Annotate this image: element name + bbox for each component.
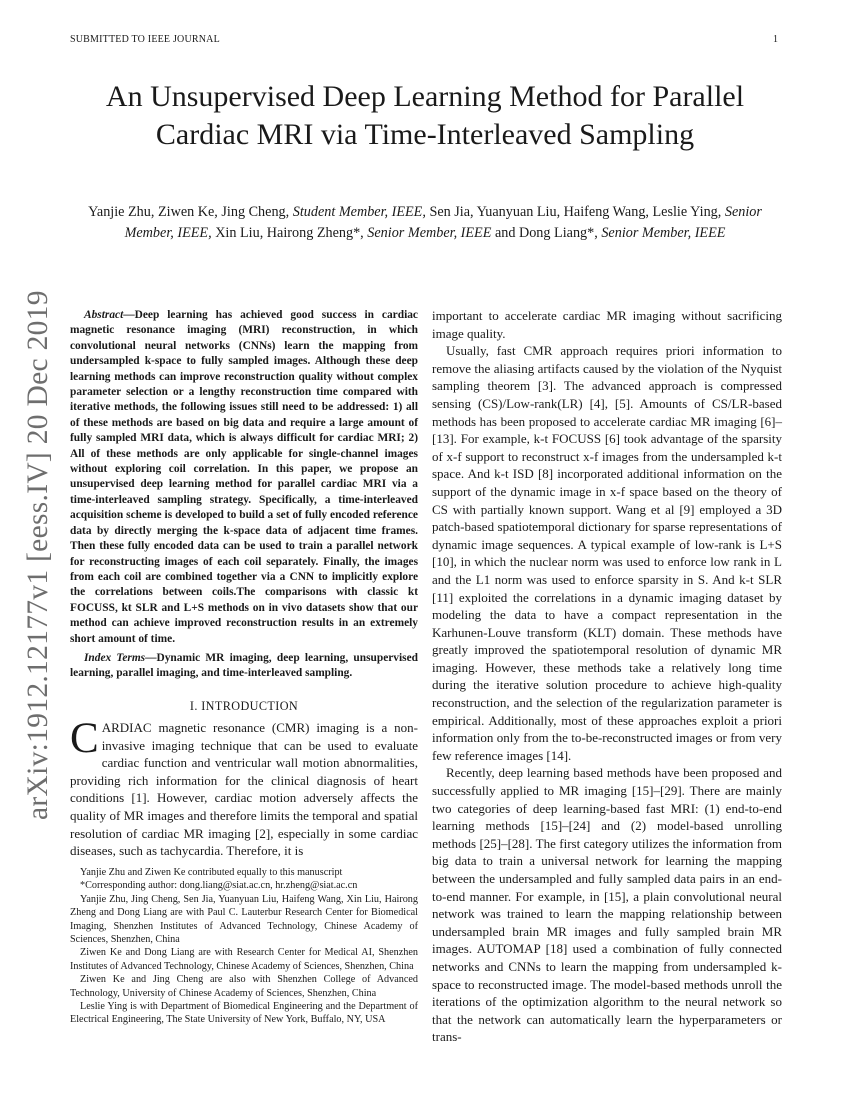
footnote: *Corresponding author: dong.liang@siat.ac.cn, hr.zheng@siat.ac.cn	[80, 880, 358, 892]
footnotes	[70, 866, 418, 1027]
author-names: Xin Liu, Hairong Zheng*,	[215, 225, 364, 241]
right-column	[432, 307, 782, 1046]
paper-title: An Unsupervised Deep Learning Method for Parallel Cardiac MRI via Time-Interleaved Sampling	[105, 80, 745, 151]
running-head: SUBMITTED TO IEEE JOURNAL	[70, 34, 220, 45]
footnote: Ziwen Ke and Jing Cheng are also with Shenzhen College of Advanced Technology, University of Chinese Academy of Sciences, Shenzhen, China	[70, 974, 418, 999]
author-affiliation: Student Member, IEEE,	[292, 204, 426, 220]
index-terms-text: —Dynamic MR imaging, deep learning, unsupervised learning, parallel imaging, and time-interleaved sampling.	[70, 651, 418, 680]
footnote: Ziwen Ke and Dong Liang are with Research Center for Medical AI, Shenzhen Institutes of Advanced Technology, Chinese Academy of Sciences, Shenzhen, China	[70, 947, 418, 972]
author-affiliation: Senior Member, IEEE	[367, 225, 492, 241]
abstract	[70, 308, 418, 682]
abstract-text: —Deep learning has achieved good success in cardiac magnetic resonance imaging (MRI) reconstruction, in which convolutional neural networks (CNNs) learn the mapping from undersampled k-space to fully sampled images. Although these deep learning methods can improve reconstruction quality without complex parameter selection or a lengthy reconstruction time compared with iterative methods, the following issues still need to be addressed: 1) all of these methods are based on big data and require a large amount of fully sampled MRI data, which is always difficult for cardiac MRI; 2) All of these methods are only applicable for single-channel images without exploring coil correlation. In this paper, we propose an unsupervised deep learning method for parallel cardiac MRI via a time-interleaved sampling strategy. Specifically, a time-interleaved acquisition scheme is developed to build a set of fully encoded reference data by directly merging the k-space data of adjacent time frames. Then these fully encoded data can be used to train a parallel network for reconstructing images of each coil separately. Finally, the images from each coil are combined together via a CNN to implicitly explore the correlations between coils.The comparisons with classic kt FOCUSS, kt SLR and L+S methods on in vivo datasets show that our method can achieve improved reconstruction results in an extremely short amount of time.	[70, 309, 418, 645]
abstract-label: Abstract	[84, 309, 124, 321]
author-affiliation: Senior Member, IEEE	[601, 225, 726, 241]
drop-cap: C	[70, 715, 99, 762]
intro-text: ARDIAC magnetic resonance (CMR) imaging is a non-invasive imaging technique that can be used to evaluate cardiac function and ventricular wall motion abnormalities, providing rich information for the clinical diagnosis of heart conditions [1]. However, cardiac motion adversely affects the quality of MR images and therefore limits the temporal and spatial resolution of cardiac MR imaging [2], especially in some cardiac diseases, such as tachycardia. Therefore, it is	[70, 720, 418, 859]
arxiv-stamp: arXiv:1912.12177v1 [eess.IV] 20 Dec 2019	[22, 290, 54, 820]
section-heading: I. INTRODUCTION	[189, 699, 299, 713]
body-paragraph: Usually, fast CMR approach requires priori information to remove the aliasing artifacts caused by the violation of the Nyquist sampling theorem [3]. The advanced approach is compressed sensing (CS)/Low-rank(LR) [4], [5]. Amounts of CS/LR-based methods has been proposed to accelerate cardiac MR imaging [6]–[13]. For example, k-t FOCUSS [6] took advantage of the sparsity of x-f support to reconstruct x-f images from the undersampled k-t space. And k-t ISD [8] incorporated additional information on the support of the dynamic image in x-f space based on the theory of CS with partially known support. Wang et al [9] employed a 3D patch-based spatiotemporal dictionary for sparse representations of dynamic image sequences. A typical example of low-rank is L+S [10], in which the nuclear norm was used to enforce low rank in L and the L1 norm was used to enforce sparsity in S. And k-t SLR [11] exploited the correlations in a dynamic imaging dataset by modeling the data to have a compact representation in the Karhunen-Louve transform (KLT) domain. These methods have greatly improved the spatiotemporal resolution of dynamic MR imaging. However, these methods take a relatively long time during the iterative solution procedure to achieve high-quality reconstruction, and the selection of the regularization parameter is empirical. Additionally, most of these approaches exploit a priori information only from the to-be-reconstructed images or from very few reference images [14].	[432, 343, 782, 763]
author-list	[64, 202, 786, 244]
author-affiliation: Senior Member, IEEE,	[124, 204, 762, 241]
footnote: Yanjie Zhu and Ziwen Ke contributed equally to this manuscript	[80, 867, 343, 878]
index-terms-label: Index Terms	[84, 651, 146, 664]
author-names: Sen Jia, Yuanyuan Liu, Haifeng Wang, Leslie Ying,	[429, 204, 722, 220]
footnote: Yanjie Zhu, Jing Cheng, Sen Jia, Yuanyuan Liu, Haifeng Wang, Xin Liu, Hairong Zheng and Dong Liang are with Paul C. Lauterbur Research Center for Biomedical Imaging, Shenzhen Institutes of Advanced Technology, Chinese Academy of Sciences, Shenzhen, China	[70, 893, 418, 946]
intro-paragraph	[70, 715, 418, 860]
body-paragraph: Recently, deep learning based methods have been proposed and successfully applied to MR imaging [15]–[29]. There are mainly two categories of deep learning-based fast MRI: (1) end-to-end learning methods [15]–[24] and (2) model-based unrolling methods [25]–[28]. The first category utilizes the information from big data to train a universal network for learning the mapping between the undersampled and fully sampled data pairs in an end-to-end manner. For example, in [15], a plain convolutional neural network was trained to learn the mapping relationship between undersampled brain MR images and fully sampled brain MR images. AUTOMAP [18] used a combination of fully connected networks and CNNs to learn the mapping from undersampled k-space to reconstructed image. The model-based methods unroll the iterations of the optimization algorithm to the neural network so that the network can automatically learn the hyperparameters or trans-	[432, 765, 782, 1045]
author-names: and Dong Liang*,	[494, 225, 598, 241]
body-paragraph: important to accelerate cardiac MR imaging without sacrificing image quality.	[432, 308, 782, 341]
page-number: 1	[773, 34, 778, 45]
author-names: Yanjie Zhu, Ziwen Ke, Jing Cheng,	[88, 204, 290, 220]
footnote: Leslie Ying is with Department of Biomedical Engineering and the Department of Electrical Engineering, The State University of New York, Buffalo, NY, USA	[70, 1001, 418, 1026]
